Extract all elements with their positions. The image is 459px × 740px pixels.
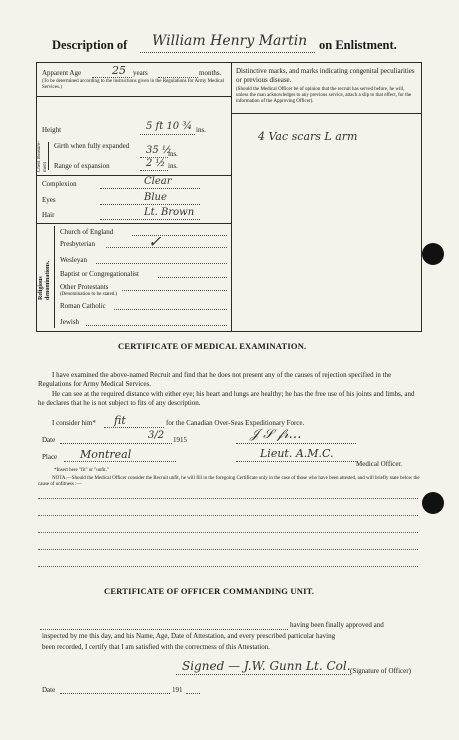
fitness-line	[104, 427, 164, 428]
complexion-line	[100, 188, 200, 189]
chest-bracket	[48, 142, 49, 170]
medical-date-line	[60, 443, 172, 444]
hair-line	[100, 219, 200, 220]
medical-year: 1915	[173, 436, 187, 444]
height-line	[140, 134, 195, 135]
presbyterian-line	[106, 247, 227, 248]
medical-sign-line-1	[236, 443, 356, 444]
commanding-line1: having been finally approved and	[290, 621, 384, 629]
height-unit: ins.	[196, 126, 206, 134]
age-row-divider	[36, 96, 232, 97]
unfitness-line-3	[38, 532, 418, 533]
months-label: months.	[199, 69, 222, 77]
eyes-line	[100, 204, 200, 205]
medical-date-label: Date	[42, 436, 56, 444]
expansion-unit: ins.	[168, 162, 178, 170]
hair-label: Hair	[42, 211, 55, 219]
commanding-certificate-heading: CERTIFICATE OF OFFICER COMMANDING UNIT.	[104, 586, 315, 596]
commanding-officer-signature: Signed — J.W. Gunn Lt. Col.	[182, 659, 351, 673]
hair-value: Lt. Brown	[144, 207, 195, 218]
commanding-line2: inspected by me this day, and his Name, Age, Date of Attestation, and every prescribed particular having	[42, 632, 336, 640]
religion-roman-catholic: Roman Catholic	[60, 302, 106, 310]
medical-para1: I have examined the above-named Recruit and find that he does not present any of the causes of rejection specified in the Regulations for Army Medical Services.	[38, 371, 392, 388]
table-right-border	[421, 62, 422, 332]
punch-hole-top	[422, 243, 444, 265]
recruit-name: William Henry Martin	[152, 33, 308, 49]
age-line	[92, 77, 132, 78]
recruit-name-line	[40, 629, 288, 630]
hair-row-divider	[36, 223, 232, 224]
medical-para2: He can see at the required distance with either eye; his heart and lungs are healthy; he has the free use of his joints and limbs, and he declares that he is not subject to fits of any description.	[38, 390, 415, 407]
religious-denominations-label: Religious denominations.	[38, 260, 51, 300]
commanding-sign-line	[176, 674, 351, 675]
unfitness-line-5	[38, 566, 418, 567]
distinctive-marks-value: 4 Vac scars L arm	[258, 130, 358, 143]
baptist-line	[158, 277, 227, 278]
place-value: Montreal	[80, 448, 132, 461]
fitness-value: fit	[114, 414, 126, 427]
medical-officer-initials: 𝒥 𝒮 𝒻𝓇…	[250, 427, 302, 442]
marks-heading-divider	[231, 113, 422, 114]
medical-officer-signature: Lieut. A.M.C.	[260, 447, 334, 460]
eyes-value: Blue	[144, 192, 167, 203]
age-note: (To be determined according to the instructions given in the Regulations for Army Medical Services.)	[42, 79, 224, 90]
chest-measurement-label: Chest measure-ment	[37, 141, 48, 172]
marks-heading: Distinctive marks, and marks indicating congenital peculiarities or previous disease.	[236, 67, 415, 84]
medical-date-value: 3/2	[148, 430, 165, 441]
medical-sign-line-2	[236, 461, 356, 462]
complexion-value: Clear	[144, 176, 172, 187]
consider-prefix: I consider him*	[52, 419, 96, 427]
religion-other-protestants: Other Protestants	[60, 283, 109, 291]
consider-suffix: for the Canadian Over-Seas Expeditionary Force.	[166, 419, 305, 427]
signature-of-officer-label: (Signature of Officer)	[350, 667, 411, 675]
expansion-line	[140, 170, 168, 171]
height-label: Height	[42, 126, 62, 134]
wesleyan-line	[96, 263, 227, 264]
religion-church-of-england: Church of England	[60, 228, 114, 236]
commanding-year-prefix: 191	[172, 686, 183, 694]
denomination-note: (Denomination to be stated.)	[60, 292, 118, 297]
religion-baptist: Baptist or Congregationalist	[60, 270, 139, 278]
age-years-value: 25	[112, 64, 126, 77]
height-value: 5 ft 10 ¾	[146, 121, 193, 132]
protestants-line	[122, 290, 227, 291]
nota-note: NOTA.—Should the Medical Officer consider the Recruit unfit, he will fill in the foregoing Certificate only in the case of those who have been attested, and will briefly state below the cause of unfitness :—	[38, 476, 420, 487]
commanding-line3: been recorded, I certify that I am satisfied with the correctness of this Attestation.	[42, 643, 271, 651]
table-bottom-border	[36, 331, 422, 332]
medical-officer-label: Medical Officer.	[356, 460, 403, 468]
place-line	[64, 461, 176, 462]
apparent-age-label: Apparent Age	[42, 69, 82, 77]
years-label: years	[133, 69, 148, 77]
girth-value: 35 ½	[146, 145, 172, 156]
unfitness-line-2	[38, 515, 418, 516]
presbyterian-check-icon: ✓	[148, 232, 162, 251]
commanding-date-label: Date	[42, 686, 56, 694]
chest-row-divider	[36, 175, 232, 176]
insert-note: *Insert here "fit" or "unfit."	[54, 468, 109, 473]
church-line	[132, 235, 227, 236]
name-line	[140, 52, 315, 53]
religion-wesleyan: Wesleyan	[60, 256, 88, 264]
unfitness-line-4	[38, 549, 418, 550]
months-line	[158, 77, 198, 78]
punch-hole-bottom	[422, 492, 444, 514]
commanding-date-line	[60, 693, 170, 694]
commanding-year-line	[186, 693, 200, 694]
unfitness-line-1	[38, 498, 418, 499]
eyes-label: Eyes	[42, 196, 56, 204]
place-label: Place	[42, 453, 58, 461]
marks-note: (Should the Medical Officer be of opinion that the recruit has served before, he will, unless the man acknowledges to any previous service, attach a slip to that effect, for the information of the Approving Officer).	[236, 87, 412, 104]
expansion-label: Range of expansion	[54, 162, 110, 170]
girth-unit: ins.	[168, 150, 178, 158]
form-title-suffix: on Enlistment.	[319, 38, 397, 52]
table-left-border	[36, 62, 37, 332]
medical-certificate-heading: CERTIFICATE OF MEDICAL EXAMINATION.	[118, 341, 307, 351]
religion-presbyterian: Presbyterian	[60, 240, 95, 248]
catholic-line	[114, 309, 227, 310]
table-column-divider	[231, 62, 232, 332]
religion-jewish: Jewish	[60, 318, 80, 326]
religion-bracket	[54, 226, 55, 328]
girth-label: Girth when fully expanded	[54, 142, 130, 150]
expansion-value: 2 ½	[146, 158, 166, 169]
complexion-label: Complexion	[42, 180, 77, 188]
form-title-prefix: Description of	[52, 38, 128, 52]
jewish-line	[86, 325, 227, 326]
table-top-border	[36, 62, 422, 63]
